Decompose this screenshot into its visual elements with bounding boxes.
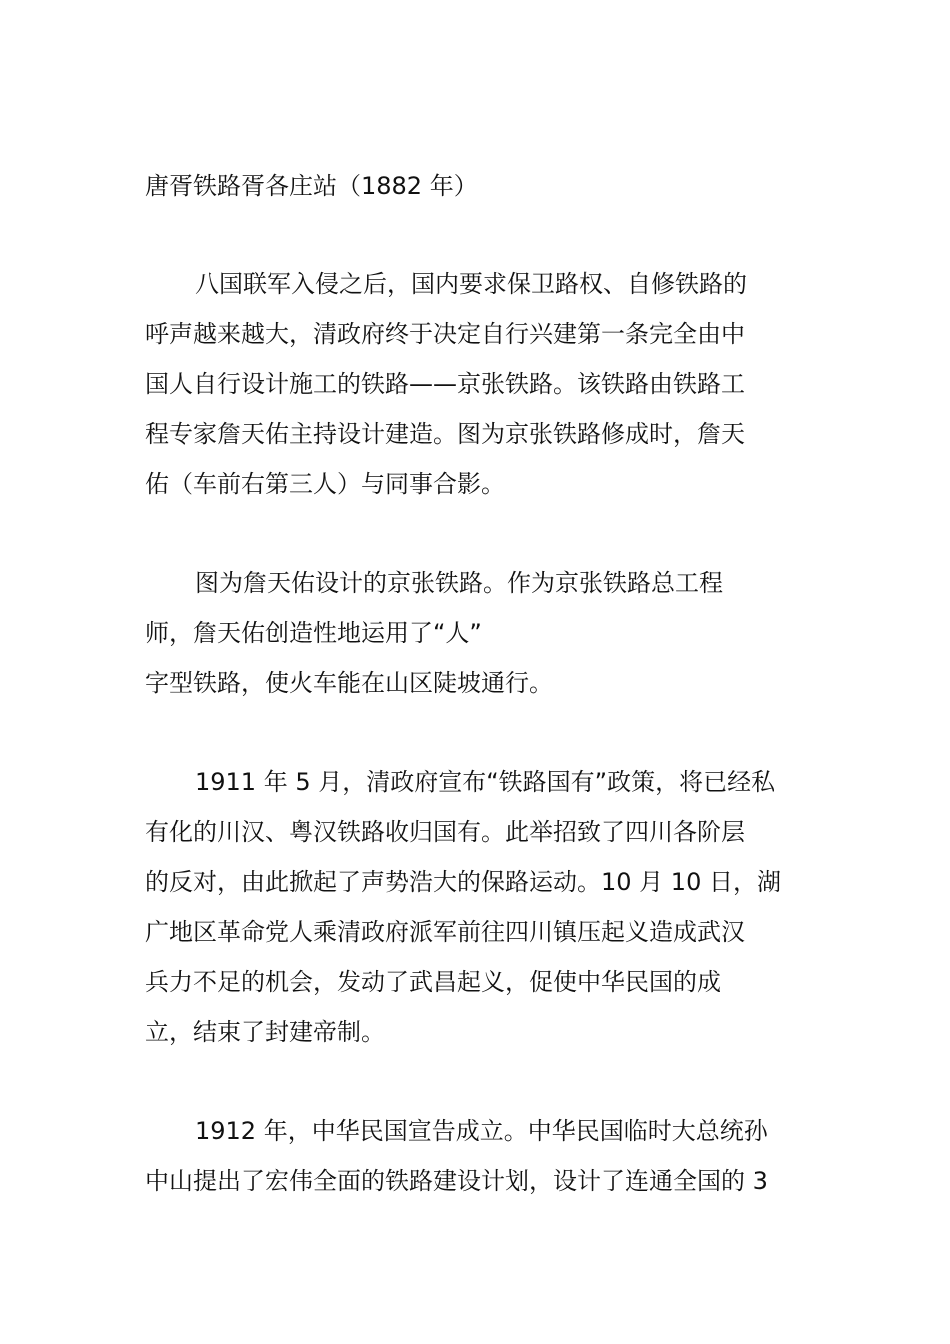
text-line: 图为詹天佑设计的京张铁路。作为京张铁路总工程 [195, 569, 723, 597]
text-line: 立，结束了封建帝制。 [145, 1018, 385, 1046]
text-line: 八国联军入侵之后，国内要求保卫路权、自修铁路的 [195, 270, 747, 298]
text-line: 师，詹天佑创造性地运用了“人” [145, 619, 482, 647]
text-line: 有化的川汉、粤汉铁路收归国有。此举招致了四川各阶层 [145, 818, 745, 846]
text-line: 国人自行设计施工的铁路——京张铁路。该铁路由铁路工 [145, 370, 745, 398]
text-line: 广地区革命党人乘清政府派军前往四川镇压起义造成武汉 [145, 918, 745, 946]
text-line: 程专家詹天佑主持设计建造。图为京张铁路修成时，詹天 [145, 420, 745, 448]
text-line: 中山提出了宏伟全面的铁路建设计划，设计了连通全国的 3 [145, 1167, 768, 1195]
text-line: 1912 年，中华民国宣告成立。中华民国临时大总统孙 [195, 1117, 768, 1145]
text-line: 兵力不足的机会，发动了武昌起义，促使中华民国的成 [145, 968, 721, 996]
text-line: 呼声越来越大，清政府终于决定自行兴建第一条完全由中 [145, 320, 745, 348]
text-line: 的反对，由此掀起了声势浩大的保路运动。10 月 10 日，湖 [145, 868, 781, 896]
image-caption: 唐胥铁路胥各庄站（1882 年） [145, 172, 478, 200]
text-line: 1911 年 5 月，清政府宣布“铁路国有”政策，将已经私 [195, 768, 776, 796]
text-line: 佑（车前右第三人）与同事合影。 [145, 470, 505, 498]
text-line: 字型铁路，使火车能在山区陡坡通行。 [145, 669, 553, 697]
